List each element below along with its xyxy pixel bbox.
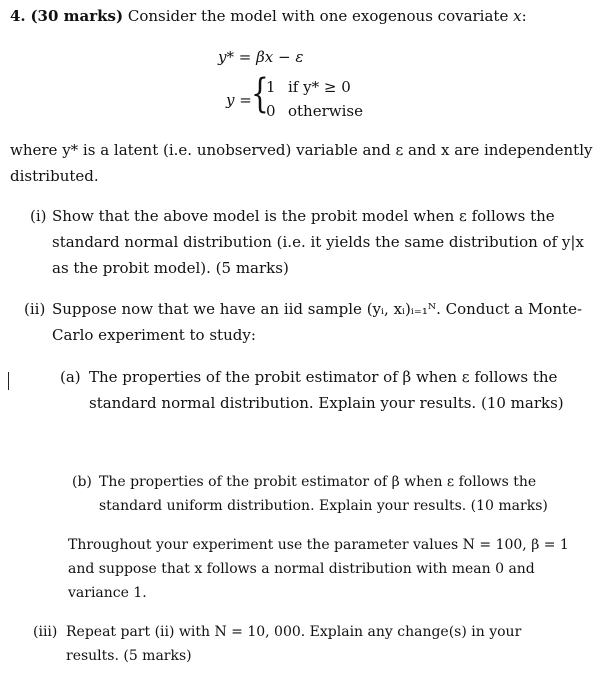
part-i-line-3: as the probit model). (5 marks) [52, 259, 289, 277]
case2-value: 0 [266, 102, 276, 120]
case1-value: 1 [266, 78, 276, 96]
throughout-line-3: variance 1. [68, 585, 147, 601]
part-ii-line-2: Carlo experiment to study: [52, 326, 256, 344]
part-ii-line-1: Suppose now that we have an iid sample (yᵢ, xᵢ)ᵢ₌₁ᴺ. Conduct a Monte- [52, 300, 583, 318]
part-i-line-1: Show that the above model is the probit model when ε follows the [52, 207, 555, 225]
case2-condition: otherwise [288, 102, 363, 120]
part-a-line-2: standard normal distribution. Explain your results. (10 marks) [89, 394, 564, 412]
text-cursor [8, 372, 9, 390]
throughout-line-2: and suppose that x follows a normal distribution with mean 0 and [68, 561, 535, 577]
question-marks: (30 marks) [30, 7, 124, 25]
part-i-line-2: standard normal distribution (i.e. it yields the same distribution of y|x [52, 233, 584, 251]
question-header: 4. (30 marks) Consider the model with one exogenous covariate x: [10, 7, 527, 25]
part-iii-line-1: Repeat part (ii) with N = 10, 000. Explain any change(s) in your [66, 624, 522, 640]
part-b-line-2: standard uniform distribution. Explain your results. (10 marks) [99, 498, 548, 514]
case1-condition: if y* ≥ 0 [288, 78, 351, 96]
part-iii-line-2: results. (5 marks) [66, 648, 192, 664]
question-intro-var: x [513, 7, 522, 25]
part-ii-label: (ii) [24, 300, 46, 318]
question-intro: Consider the model with one exogenous covariate [127, 7, 509, 25]
part-a-line-1: The properties of the probit estimator of β when ε follows the [89, 368, 558, 386]
part-a-label: (a) [60, 368, 81, 386]
piecewise-brace: { [251, 71, 269, 117]
latent-equation: y* = βx − ε [218, 48, 304, 66]
part-b-line-1: The properties of the probit estimator of β when ε follows the [99, 474, 537, 490]
throughout-line-1: Throughout your experiment use the parameter values N = 100, β = 1 [68, 537, 569, 553]
where-line-1: where y* is a latent (i.e. unobserved) variable and ε and x are independently [10, 141, 593, 159]
piecewise-lhs: y = [226, 91, 252, 109]
question-number: 4. [10, 7, 26, 25]
part-b-label: (b) [72, 474, 92, 490]
part-i-label: (i) [30, 207, 47, 225]
part-iii-label: (iii) [33, 624, 58, 640]
where-line-2: distributed. [10, 167, 99, 185]
